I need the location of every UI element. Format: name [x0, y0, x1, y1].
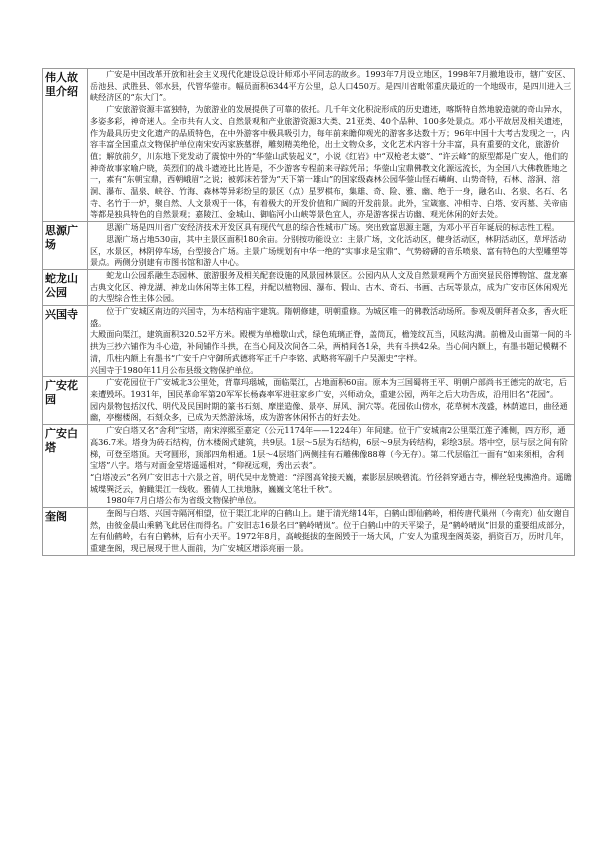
table-row: [43, 222, 575, 270]
attractions-table: [42, 68, 575, 556]
row-label: 奎阁: [43, 508, 88, 556]
paragraph: 大殿面向渠江，建筑面积320.52平方米。殿楔为单檐歇山式，绿色琉璃正脊，盖筒瓦，檐笼纹瓦当，风眩沟满。前檐及山面第一间的斗拱为三抄六铺作为斗心造，补间铺作斗拱，在当心间及次间各二朵，两梢间各1朵，共有斗拱42朵。当心间内额上，有墨书题记模糊不清，爪柱内额上有墨书“广安千户守御所武德将军正千户李铭、武略将军副千户吴源史”字样。: [90, 329, 572, 363]
paragraph: 1980年7月白塔公布为省级文物保护单位。: [106, 495, 262, 506]
row-content: [88, 69, 575, 222]
paragraph: 园内景物包括汉代、明代及民国时期的篆书石刻、摩崖造像、景亭、屏风、洞穴等。花园依山傍水，花草树木茂盛，林荫遮日，曲径通幽，亭榭楼阁，石刻众多，已成为天然游泳场，成为游客休闲怀古的好去处。: [90, 400, 568, 423]
paragraph: 思源广场是四川省广安经济技术开发区具有现代气息的综合性城市广场。突出致富思源主题，为邓小平百年诞辰的标志性工程。: [106, 222, 560, 233]
paragraph: 广安花园位于广安城北3公里处，背靠玛瑙城，面临渠江，占地面积60亩。原本为三国蜀将王平、明朝户部尚书王德完的故宅，后来遭毁坏。1931年，国民革命军第20军军长杨森率军进驻家乡广安，兴师动众，重建公园，两年之后大功告成，沿用旧名“花园”。: [90, 377, 567, 399]
paragraph: 思源广场占地530亩，其中主景区面积180余亩。分别按功能设立：主景广场，文化活动区，健身活动区，林阴活动区，草坪活动区，水景区，林阴停车场，台型接合广场。主景广场规划有中华一绝的“实事求是宝鼎”、气势磅礴的音乐喷泉、富有特色的大型雕塑等景点。两侧分别建有市图书馆和游人中心。: [90, 233, 568, 268]
row-label: 伟人故里介绍: [43, 69, 88, 222]
table-row: [43, 377, 575, 425]
paragraph: “白塔凌云”名列广安旧志十六景之首，明代吴中龙赞道：“浮图高耸接天巍，素影层层映碧流。竹径斜穿通古寺，柳丝轻曳拂渔舟。遥瞻城堞巽泛云，俯瞰渠江一线收。雅倩人工扶地脉，巍巍文笔壮千秋”。: [90, 471, 572, 494]
table-row: [43, 69, 575, 222]
document-page: [42, 68, 570, 556]
row-label: 兴国寺: [43, 306, 88, 377]
paragraph: 奎阁与白塔、兴国寺隔河相望，位于渠江北岸的白鹤山上。建于清光绪14年，白鹤山即仙鹤岭，相传唐代巢州（今南充）仙女谢自然，由彼金晨山乘鹤飞此居住而得名。广安旧志16景名曰“鹤岭晴岚”。位于白鹤山中的天平梁子，是“鹤岭晴岚”旧景的重要组成部分，左有仙鹤岭，右有白鹤林，后有小天平。1972年8月，高峻挺拔的奎阁毁于一场大风，广安人为重现奎阁英姿，捐资百万，历时几年，重建奎阁，现已展现于世人面前，为广安城区增添亮丽一景。: [90, 508, 571, 554]
table-row: [43, 508, 575, 556]
row-label: 广安白塔: [43, 425, 88, 508]
row-label: 思源广场: [43, 222, 88, 270]
paragraph: 蛇龙山公园系融生态园林、旅游服务及相关配套设施的风景园林景区。公园内从人文及自然景观两个方面突显民俗博物馆、盘龙寨古典文化区、神龙湖、神龙山休闲等主体工程，并配以植物园、瀑布、假山、古木、奇石、书画、古玩等景点，成为广安市区休闲观光的大型综合性主体公园。: [90, 269, 568, 304]
row-label: 蛇龙山公园: [43, 269, 88, 305]
paragraph: 位于广安城区南边的兴国寺，为本结构庙宇建筑。隋朝修建，明朝重修。为城区唯一的佛教活动场所。参观及朝拜者众多，香火旺盛。: [90, 306, 568, 328]
row-content: [88, 377, 575, 425]
row-content: [88, 269, 575, 305]
table-row: [43, 425, 575, 508]
row-content: [88, 306, 575, 377]
paragraph: 广安旅游资源丰富独特，为旅游业的发展提供了可靠的依托。几千年文化积淀形成的历史遗迹，喀斯特自然地貌造就的奇山异水，多姿多彩，神奇迷人。全市共有人文、自然景观和产业旅游资源3大类、21亚类、40个品种、100多处景点。邓小平故居及相关遗迹，作为最具历史文化遗产的品质特色，在中外游客中极具吸引力，每年前来瞻仰观光的游客多达数十万；96年中国十大考古发现之一，内容丰富全国重点文物保护单位南宋安丙家族墓群，雕刻精美绝伦，出土文物众多，文化艺术内容十分丰富，具有重要的文化，旅游价值；解放前夕，川东地下党发动了震惊中外的“华蓥山武装起义”，小说《红岩》中“双枪老太婆”、“许云峰”的原型都是广安人，他们的神奇故事家喻户晓，英烈们的战斗遗迹比比皆是，不少游客专程前来寻踪凭吊；华蓥山宝鼎佛教文化源远流长，为全国八大佛教胜地之一，素有“东朝宝鼎，西朝峨眉”之说；被郭沫若誉为“天下第一雄山”的国家级森林公园华蓥山怪石嶙峋、山势奇特，石林、溶洞、溶洞、瀑布、温泉、峡谷、竹海、森林等异彩纷呈的景区（点）星罗棋布，集雄、奇、险、雅、幽、绝于一身，融名山、名泉、名石、名寺、名竹于一炉，聚自然、人文景观于一体，有着极大的开发价值和广阔的开发前景。此外，宝箴塞、冲相寺、白塔、安丙墓、关帝庙等都是独具特色的自然景观；嘉陵江、金城山、御临河小山峡等景色宜人，亦是游客探古访幽、观光休闲的好去处。: [90, 104, 570, 220]
row-label: 广安花园: [43, 377, 88, 425]
paragraph: 广安是中国改革开放和社会主义现代化建设总设计师邓小平同志的故乡。1993年7月设立地区，1998年7月撤地设市，辖广安区、岳池县、武胜县、邻水县，代管华蓥市。幅员面积6344平方公里，总人口450万。是四川省毗邻重庆最近的一个地级市，是四川进入三峡经济区的“东大门”。: [90, 69, 572, 103]
row-content: [88, 222, 575, 270]
row-content: [88, 508, 575, 556]
table-row: [43, 269, 575, 305]
row-content: [88, 425, 575, 508]
paragraph: 兴国寺于1980年11月公布县级文物保护单位。: [90, 364, 259, 375]
paragraph: 广安白塔又名“舍利”宝塔，南宋淳熙至嘉定（公元1174年——1224年）年间建。位于广安城南2公里渠江莲子滩侧，四方形，通高36.7米。塔身为砖石结构，仿木楼阁式建筑，共9层。1层～5层为石结构，6层～9层为砖结构，彩绘3层。塔中空，层与层之间有阶梯，可登至塔顶。天穹圆形，顶部四角相通。1层～4层塔门两侧挂有石雕佛像88尊（今无存）。第二代层临江一面有“如来须相，舍利宝塔”八字。塔与对面金堂塔遥遥相对，“仰视远观，秀出云表”。: [90, 425, 568, 471]
table-row: [43, 306, 575, 377]
